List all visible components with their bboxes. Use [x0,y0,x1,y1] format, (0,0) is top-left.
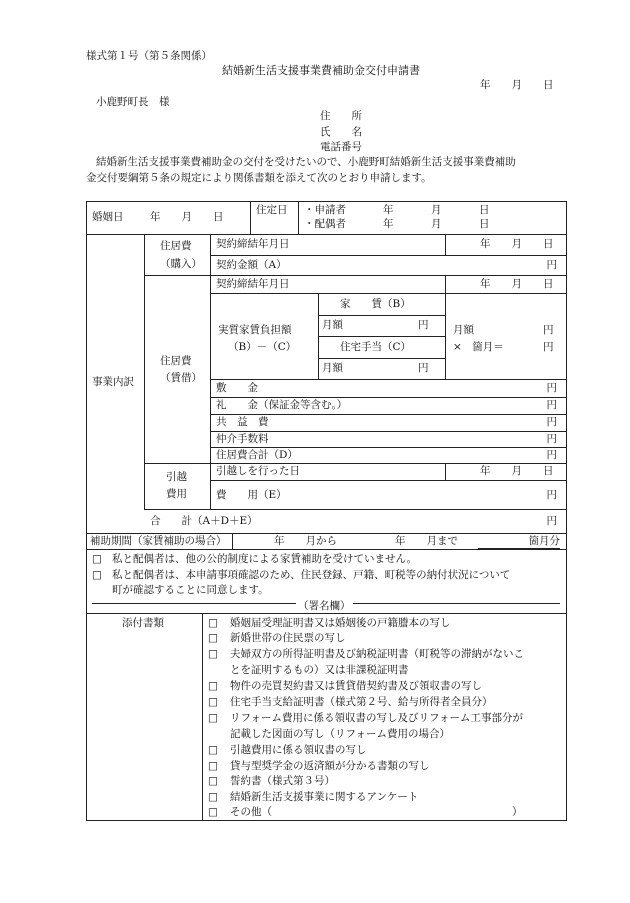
attachment-item-6-cont: 記載した図面の写し（リフォーム費用の場合） [230,728,450,740]
moving-label: 引越 [166,471,187,483]
attachment-item-6: リフォーム費用に係る領収書の写し及びリフォーム工事部分が [230,712,523,724]
period-from[interactable]: 年 月から [274,535,337,547]
applicant-month: 月 [431,204,442,216]
total-label: 合 計（A＋D＋E） [150,515,258,527]
applicant-label: ・申請者 [304,204,346,216]
address-label: 住 所 [320,110,362,122]
purchase-sublabel: （購入） [160,258,202,270]
attachment-item-3-cont: とを証明するもの）又は非課税証明書 [230,664,409,676]
attachment-item-4: 物件の売買契約書又は賃貸借契約書及び領収書の写し [230,680,482,692]
housing-total-yen: 円 [546,449,557,461]
moving-sublabel: 費用 [166,488,187,500]
period-months[interactable]: 箇月分 [478,535,560,549]
allowance-monthly-yen: 円 [418,362,429,374]
intro-text-line2: 金交付要綱第５条の規定により関係書類を添えて次のとおり申請します。 [86,172,432,184]
contract-amount-yen: 円 [546,259,557,271]
attachment-checkbox-10[interactable]: □ [208,791,218,803]
consent-checkbox-2[interactable]: □ [92,569,102,581]
allowance-monthly-label: 月額 [322,362,343,374]
attachment-item-10: 結婚新生活支援事業に関するアンケート [230,791,419,803]
attachment-item-other: その他（ [230,806,272,818]
key-money-label: 礼 金（保証金等含む。） [216,399,348,411]
spouse-day: 日 [479,218,490,230]
form-number: 様式第１号（第５条関係） [86,50,212,62]
rent-contract-date-label: 契約締結年月日 [216,278,290,290]
marriage-date-value[interactable]: 年 月 日 [150,211,224,223]
attachment-item-9: 誓約書（様式第３号） [230,775,335,787]
purchase-contract-date-value[interactable]: 年 月 日 [480,238,554,250]
attachment-item-1: 婚姻届受理証明書又は婚姻後の戸籍謄本の写し [230,617,451,629]
calc-monthly-yen: 円 [543,324,554,336]
period-to[interactable]: 年 月まで [395,535,458,547]
spouse-label: ・配偶者 [304,218,346,230]
phone-label: 電話番号 [320,141,362,153]
name-label: 氏 名 [320,126,362,138]
rent-contract-date-value[interactable]: 年 月 日 [480,278,554,290]
moving-cost-yen: 円 [546,489,557,501]
housing-total-label: 住居費合計（D） [216,449,298,461]
rent-sublabel: （賃借） [160,372,202,384]
application-date: 年 月 日 [480,79,554,91]
agency-fee-label: 仲介手数料 [216,433,269,445]
attachment-checkbox-2[interactable]: □ [208,632,218,644]
deposit-yen: 円 [546,382,557,394]
attachment-item-2: 新婚世帯の住民票の写し [230,632,346,644]
rent-monthly-yen: 円 [418,319,429,331]
attachment-checkbox-11[interactable]: □ [208,806,218,818]
purchase-contract-date-label: 契約締結年月日 [216,238,290,250]
agency-fee-yen: 円 [546,433,557,445]
months-calc-label: × 箇月＝ [453,341,504,353]
months-calc-yen: 円 [543,341,554,353]
intro-text-line1: 結婚新生活支援事業費補助金の交付を受けたいので、小鹿野町結婚新生活支援事業費補助 [96,156,516,168]
key-money-yen: 円 [546,399,557,411]
applicant-day: 日 [479,204,490,216]
housing-allowance-label: 住宅手当（C） [340,341,412,353]
common-fee-label: 共 益 費 [216,416,269,428]
signature-label: （署名欄） [298,600,351,612]
applicant-year: 年 [383,204,394,216]
attachments-label: 添付書類 [122,617,164,629]
consent-item-2-line2: 町が確認することに同意します。 [112,584,269,596]
attachment-item-8: 貸与型奨学金の返済額が分かる書類の写し [230,760,430,772]
common-fee-yen: 円 [546,416,557,428]
attachment-item-5: 住宅手当支給証明書（様式第２号、給与所得者全員分） [230,696,493,708]
attachment-checkbox-4[interactable]: □ [208,680,218,692]
marriage-date-label: 婚姻日 [92,211,124,223]
moving-cost-label: 費 用（E） [216,489,287,501]
contract-amount-label: 契約金額（A） [216,259,287,271]
deposit-label: 敷 金 [216,382,258,394]
attachment-item-3: 夫婦双方の所得証明書及び納税証明書（町税等の滞納がないこ [230,648,524,660]
form-title: 結婚新生活支援事業費補助金交付申請書 [222,64,420,77]
attachment-item-7: 引越費用に係る領収書の写し [230,744,367,756]
rent-b-label: 家 賃（B） [340,298,411,310]
total-yen: 円 [546,515,557,527]
rent-label: 住居費 [160,355,192,367]
attachment-checkbox-7[interactable]: □ [208,744,218,756]
moving-date-value[interactable]: 年 月 日 [480,465,554,477]
attachment-checkbox-3[interactable]: □ [208,648,218,660]
consent-item-2-line1: 私と配偶者は、本申請事項確認のため、住民登録、戸籍、町税等の納付状況について [112,569,511,581]
spouse-year: 年 [383,218,394,230]
addressee: 小鹿野町長 様 [96,96,170,108]
rent-monthly-label: 月額 [322,319,343,331]
attachment-checkbox-9[interactable]: □ [208,775,218,787]
purchase-label: 住居費 [160,240,192,252]
attachment-checkbox-1[interactable]: □ [208,617,218,629]
consent-checkbox-1[interactable]: □ [92,553,102,565]
attachment-checkbox-5[interactable]: □ [208,696,218,708]
project-breakdown-label: 事業内訳 [92,376,134,388]
attachment-checkbox-8[interactable]: □ [208,760,218,772]
spouse-month: 月 [431,218,442,230]
attachment-item-other-close: ） [512,806,523,818]
attachment-checkbox-6[interactable]: □ [208,712,218,724]
calc-monthly-label: 月額 [453,324,474,336]
actual-rent-formula: （B）－（C） [228,341,297,353]
residence-date-label: 住定日 [256,204,288,216]
subsidy-period-label: 補助期間（家賃補助の場合） [90,535,227,547]
consent-item-1: 私と配偶者は、他の公的制度による家賃補助を受けていません。 [112,553,418,565]
actual-rent-label: 実質家賃負担額 [218,324,292,336]
moving-date-label: 引越しを行った日 [216,465,300,477]
